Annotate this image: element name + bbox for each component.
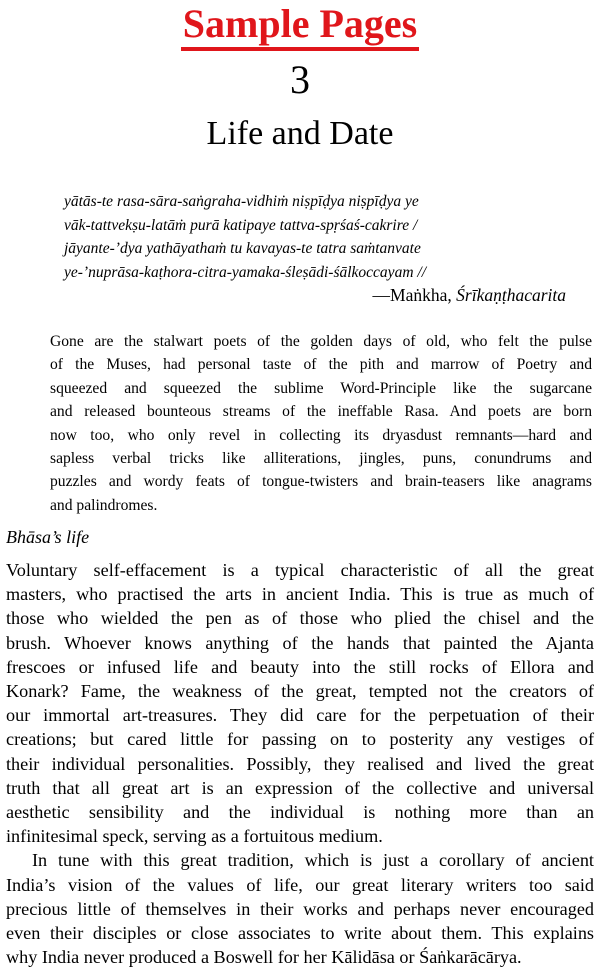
epigraph-translation xyxy=(50,330,592,517)
body-line: precious little of themselves in their works and perhaps never encouraged xyxy=(6,898,594,919)
attribution-work: Śrīkaṇṭhacarita xyxy=(456,285,566,305)
sanskrit-verse xyxy=(64,190,584,284)
body-line: India’s vision of the values of life, our great literary writers too said xyxy=(6,874,594,895)
attribution-author: —Maṅkha, xyxy=(372,285,457,305)
epigraph-line: Gone are the stalwart poets of the golden days of old, who felt the pulse xyxy=(50,333,592,350)
body-line: why India never produced a Boswell for her Kālidāsa or Śaṅkarācārya. xyxy=(6,947,522,968)
epigraph-line: sapless verbal tricks like alliterations, jingles, puns, conundrums and xyxy=(50,450,592,468)
epigraph-line: squeezed and squeezed the sublime Word-Principle like the sugarcane xyxy=(50,379,592,397)
body-line: frescoes or infused life and beauty into the still rocks of Ellora and xyxy=(6,656,594,677)
body-line: Konark? Fame, the weakness of the great, tempted not the creators of xyxy=(6,681,594,702)
body-line: Voluntary self-effacement is a typical characteristic of all the great xyxy=(6,560,594,580)
body-line: brush. Whoever knows anything of the hands that painted the Ajanta xyxy=(6,632,594,653)
epigraph-line: now too, who only revel in collecting its dryasdust remnants—hard and xyxy=(50,426,592,444)
body-line: masters, who practised the arts in ancient India. This is true as much of xyxy=(6,584,594,605)
body-line: those who wielded the pen as of those who plied the chisel and the xyxy=(6,608,594,629)
body-line: even their disciples or close associates to write about them. This explains xyxy=(6,923,594,944)
verse-line: jāyante-’dya yathāyathaṁ tu kavayas-te tatra saṁtanvate xyxy=(64,240,421,258)
body-line: our immortal art-treasures. They did care for the perpetuation of their xyxy=(6,705,594,726)
verse-line: yātās-te rasa-sāra-saṅgraha-vidhiṁ niṣpīḍya niṣpīḍya ye xyxy=(64,193,419,210)
sample-pages-banner xyxy=(0,2,600,51)
epigraph-line: of the Muses, had personal taste of the pith and marrow of Poetry and xyxy=(50,356,592,374)
section-heading: Bhāsa’s life xyxy=(6,527,90,547)
body-text xyxy=(6,558,594,969)
verse-line: ye-’nuprāsa-kaṭhora-citra-yamaka-śleṣādi-śālkoccayam // xyxy=(64,263,426,281)
chapter-title: Life and Date xyxy=(206,115,394,152)
chapter-number: 3 xyxy=(290,57,310,102)
epigraph-line: and palindromes. xyxy=(50,496,158,514)
body-line: In tune with this great tradition, which is just a corollary of ancient xyxy=(32,850,594,871)
body-line: infinitesimal speck, serving as a fortuitous medium. xyxy=(6,826,383,847)
verse-attribution xyxy=(373,284,566,306)
body-line: creations; but cared little for passing on to posterity any vestiges of xyxy=(6,729,594,750)
verse-line: vāk-tattvekṣu-latāṁ purā katipaye tattva-spṛśaś-cakrire / xyxy=(64,216,418,234)
epigraph-line: puzzles and wordy feats of tongue-twisters and brain-teasers like anagrams xyxy=(50,473,592,491)
body-line: their individual personalities. Possibly, they realised and lived the great xyxy=(6,753,594,774)
body-line: truth that all great art is an expression of the collective and universal xyxy=(6,777,594,798)
body-line: aesthetic sensibility and the individual is nothing more than an xyxy=(6,802,594,823)
epigraph-line: and released bounteous streams of the ineffable Rasa. And poets are born xyxy=(50,403,592,421)
banner-text: Sample Pages xyxy=(181,2,419,51)
